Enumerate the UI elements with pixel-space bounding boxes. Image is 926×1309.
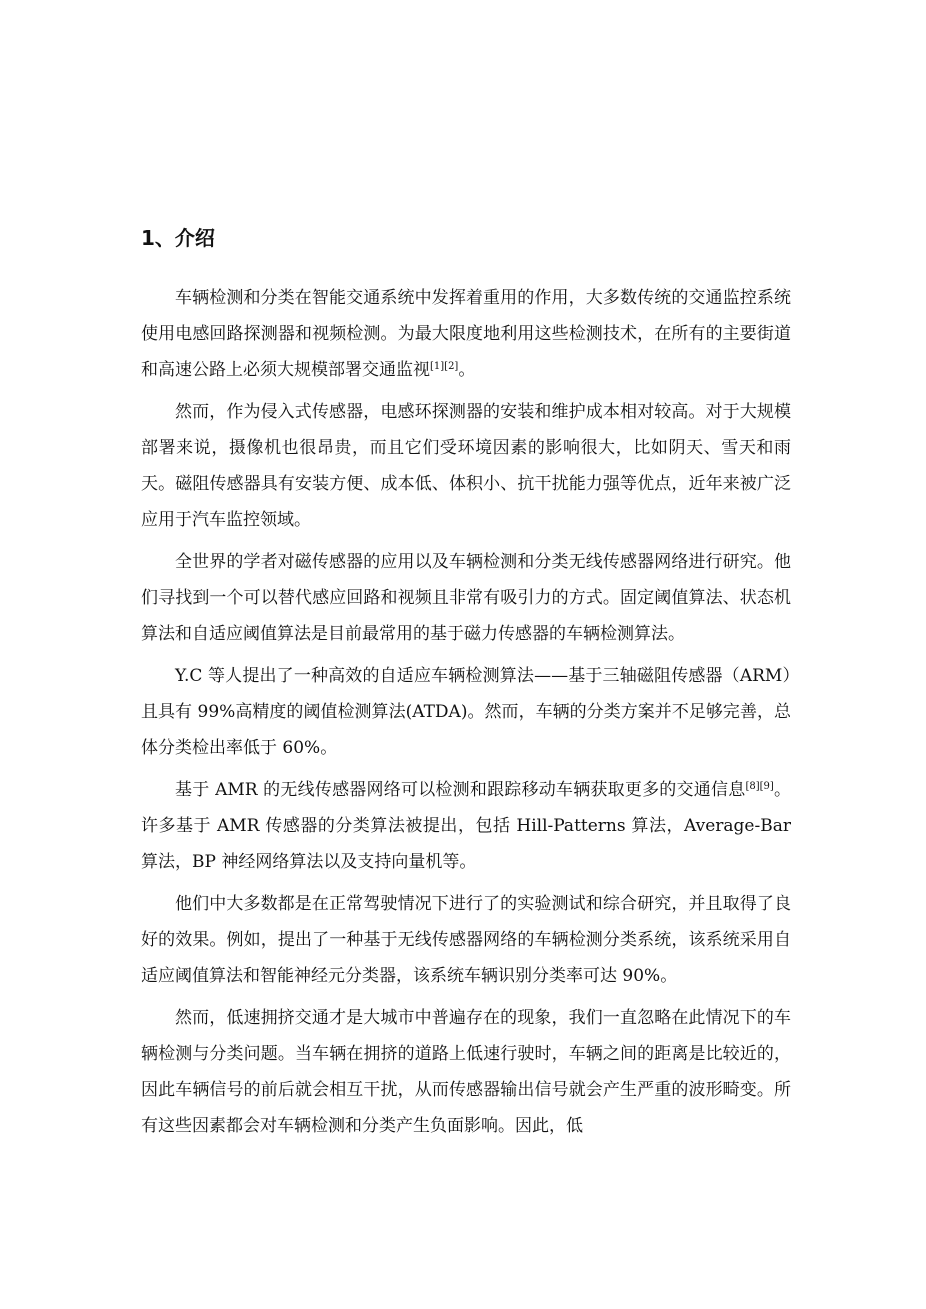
citation-ref: [1][2] [430, 361, 459, 372]
paragraph-text: 基于 AMR 的无线传感器网络可以检测和跟踪移动车辆获取更多的交通信息 [175, 780, 746, 800]
paragraph-5 [141, 772, 791, 880]
paragraph-4 [141, 658, 791, 766]
paragraph-text: 然而，低速拥挤交通才是大城市中普遍存在的现象，我们一直忽略在此情况下的车辆检测与分类问题。当车辆在拥挤的道路上低速行驶时，车辆之间的距离是比较近的，因此车辆信号的前后就会相互干扰，从而传感器输出信号就会产生严重的波形畸变。所有这些因素都会对车辆检测和分类产生负面影响。因此，低 [141, 1008, 791, 1136]
paragraph-text: 车辆检测和分类在智能交通系统中发挥着重用的作用，大多数传统的交通监控系统使用电感回路探测器和视频检测。为最大限度地利用这些检测技术，在所有的主要街道和高速公路上必须大规模部署交通监视 [141, 288, 791, 380]
paragraph-text: Y.C 等人提出了一种高效的自适应车辆检测算法——基于三轴磁阻传感器（ARM）且具有 99%高精度的阈值检测算法(ATDA)。然而，车辆的分类方案并不足够完善，总体分类检出率低于 60%。 [141, 666, 791, 758]
section-heading: 1、介绍 [141, 226, 215, 250]
paragraph-text: 。 [458, 360, 476, 380]
paragraph-text: 他们中大多数都是在正常驾驶情况下进行了的实验测试和综合研究，并且取得了良好的效果。例如，提出了一种基于无线传感器网络的车辆检测分类系统，该系统采用自适应阈值算法和智能神经元分类器，该系统车辆识别分类率可达 90%。 [141, 894, 791, 986]
document-body [141, 218, 791, 1150]
paragraph-2 [141, 394, 791, 538]
citation-ref: [8][9] [745, 781, 774, 792]
paragraph-text: 全世界的学者对磁传感器的应用以及车辆检测和分类无线传感器网络进行研究。他们寻找到一个可以替代感应回路和视频且非常有吸引力的方式。固定阈值算法、状态机算法和自适应阈值算法是目前最常用的基于磁力传感器的车辆检测算法。 [141, 552, 791, 644]
paragraph-text: 。许多基于 AMR 传感器的分类算法被提出，包括 Hill-Patterns 算法，Average-Bar 算法，BP 神经网络算法以及支持向量机等。 [141, 780, 792, 872]
paragraph-6 [141, 886, 791, 994]
paragraph-text: 然而，作为侵入式传感器，电感环探测器的安装和维护成本相对较高。对于大规模部署来说，摄像机也很昂贵，而且它们受环境因素的影响很大，比如阴天、雪天和雨天。磁阻传感器具有安装方便、成本低、体积小、抗干扰能力强等优点，近年来被广泛应用于汽车监控领域。 [141, 402, 791, 530]
paragraph-3 [141, 544, 791, 652]
paragraph-7 [141, 1000, 791, 1144]
paragraph-1 [141, 280, 791, 388]
